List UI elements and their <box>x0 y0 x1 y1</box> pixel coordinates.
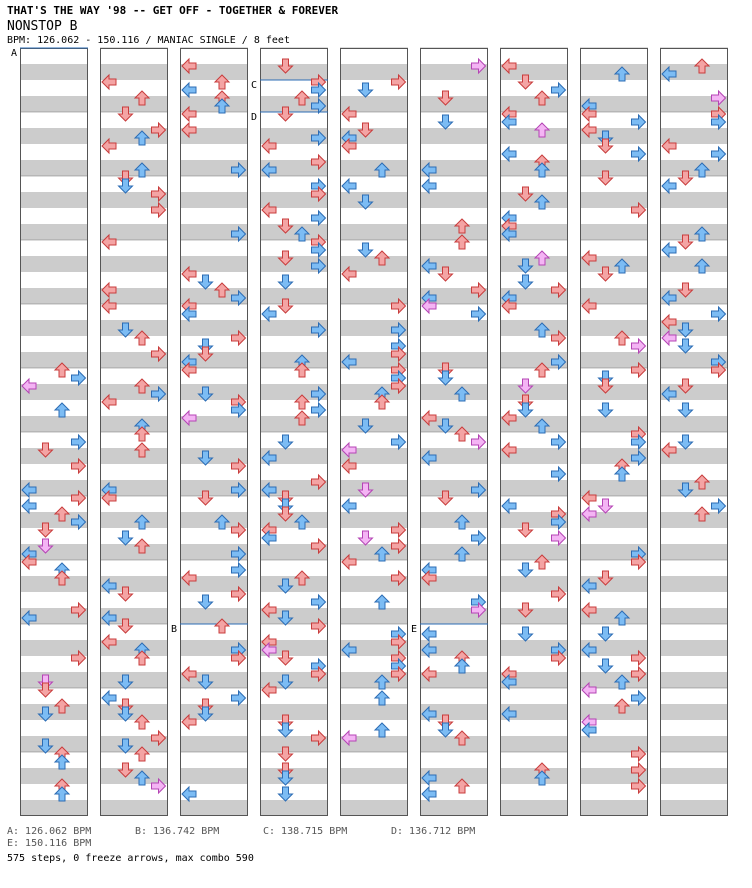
beat-stripe <box>180 704 248 720</box>
beat-stripe <box>340 160 408 176</box>
beat-stripe <box>260 752 328 768</box>
beat-stripe <box>580 320 648 336</box>
bpm-change-label: D <box>251 112 258 123</box>
beat-stripe <box>500 624 568 640</box>
beat-stripe <box>660 208 728 224</box>
beat-stripe <box>580 800 648 816</box>
beat-stripe <box>580 288 648 304</box>
beat-stripe <box>660 640 728 656</box>
beat-stripe <box>500 400 568 416</box>
beat-stripe <box>580 400 648 416</box>
beat-stripe <box>100 64 168 80</box>
beat-stripe <box>260 784 328 800</box>
beat-stripe <box>660 736 728 752</box>
beat-stripe <box>660 528 728 544</box>
difficulty-label: NONSTOP B <box>7 19 78 34</box>
bpm-legend-e: E: 150.116 BPM <box>7 838 92 849</box>
beat-stripe <box>20 352 88 368</box>
beat-stripe <box>580 48 648 64</box>
beat-stripe <box>100 160 168 176</box>
beat-stripe <box>660 656 728 672</box>
beat-stripe <box>580 80 648 96</box>
beat-stripe <box>260 720 328 736</box>
beat-stripe <box>340 288 408 304</box>
beat-stripe <box>660 576 728 592</box>
beat-stripe <box>500 736 568 752</box>
beat-stripe <box>580 624 648 640</box>
beat-stripe <box>20 48 88 64</box>
bpm-info: BPM: 126.062 - 150.116 / MANIAC SINGLE / 8 feet <box>7 35 290 46</box>
beat-stripe <box>180 384 248 400</box>
beat-stripe <box>20 800 88 816</box>
beat-stripe <box>180 512 248 528</box>
beat-stripe <box>100 624 168 640</box>
beat-stripe <box>20 528 88 544</box>
beat-stripe <box>100 768 168 784</box>
beat-stripe <box>340 96 408 112</box>
beat-stripe <box>420 320 488 336</box>
beat-stripe <box>500 240 568 256</box>
beat-stripe <box>420 96 488 112</box>
beat-stripe <box>180 256 248 272</box>
beat-stripe <box>100 528 168 544</box>
beat-stripe <box>660 560 728 576</box>
beat-stripe <box>420 368 488 384</box>
beat-stripe <box>20 416 88 432</box>
beat-stripe <box>180 144 248 160</box>
beat-stripe <box>500 800 568 816</box>
beat-stripe <box>580 224 648 240</box>
beat-stripe <box>660 128 728 144</box>
beat-stripe <box>260 224 328 240</box>
beat-stripe <box>660 224 728 240</box>
beat-stripe <box>340 592 408 608</box>
beat-stripe <box>500 576 568 592</box>
beat-stripe <box>260 48 328 64</box>
beat-stripe <box>180 800 248 816</box>
beat-stripe <box>180 176 248 192</box>
song-title: THAT'S THE WAY '98 -- GET OFF - TOGETHER & FOREVER <box>7 4 339 17</box>
beat-stripe <box>660 80 728 96</box>
beat-stripe <box>500 480 568 496</box>
beat-stripe <box>20 672 88 688</box>
bpm-change-label: C <box>251 80 258 91</box>
beat-stripe <box>100 48 168 64</box>
beat-stripe <box>500 720 568 736</box>
beat-stripe <box>20 144 88 160</box>
beat-stripe <box>20 192 88 208</box>
beat-stripe <box>20 208 88 224</box>
beat-stripe <box>340 480 408 496</box>
beat-stripe <box>260 288 328 304</box>
beat-stripe <box>660 400 728 416</box>
beat-stripe <box>660 256 728 272</box>
beat-stripe <box>660 608 728 624</box>
beat-stripe <box>420 752 488 768</box>
beat-stripe <box>420 496 488 512</box>
beat-stripe <box>20 320 88 336</box>
beat-stripe <box>580 480 648 496</box>
beat-stripe <box>20 240 88 256</box>
beat-stripe <box>580 176 648 192</box>
beat-stripe <box>420 48 488 64</box>
beat-stripe <box>20 288 88 304</box>
beat-stripe <box>660 464 728 480</box>
beat-stripe <box>580 528 648 544</box>
beat-stripe <box>20 272 88 288</box>
beat-stripe <box>100 416 168 432</box>
beat-stripe <box>260 336 328 352</box>
beat-stripe <box>100 112 168 128</box>
beat-stripe <box>420 80 488 96</box>
beat-stripe <box>180 608 248 624</box>
beat-stripe <box>340 800 408 816</box>
beat-stripe <box>340 416 408 432</box>
beat-stripe <box>580 736 648 752</box>
beat-stripe <box>260 432 328 448</box>
beat-stripe <box>180 496 248 512</box>
beat-stripe <box>660 192 728 208</box>
beat-stripe <box>660 48 728 64</box>
beat-stripe <box>420 352 488 368</box>
beat-stripe <box>20 96 88 112</box>
beat-stripe <box>420 688 488 704</box>
beat-stripe <box>580 592 648 608</box>
beat-stripe <box>20 64 88 80</box>
beat-stripe <box>660 592 728 608</box>
beat-stripe <box>500 48 568 64</box>
beat-stripe <box>340 224 408 240</box>
bpm-legend-d: D: 136.712 BPM <box>391 826 476 837</box>
beat-stripe <box>100 704 168 720</box>
beat-stripe <box>420 512 488 528</box>
beat-stripe <box>500 176 568 192</box>
bpm-change-label: E <box>411 624 418 635</box>
beat-stripe <box>100 272 168 288</box>
beat-stripe <box>580 64 648 80</box>
beat-stripe <box>660 784 728 800</box>
beat-stripe <box>660 720 728 736</box>
beat-stripe <box>180 752 248 768</box>
bpm-change-label: A <box>11 48 18 59</box>
beat-stripe <box>580 352 648 368</box>
bpm-legend-c: C: 138.715 BPM <box>263 826 348 837</box>
beat-stripe <box>20 112 88 128</box>
beat-stripe <box>20 768 88 784</box>
beat-stripe <box>420 464 488 480</box>
beat-stripe <box>180 736 248 752</box>
beat-stripe <box>20 640 88 656</box>
beat-stripe <box>580 272 648 288</box>
beat-stripe <box>340 192 408 208</box>
beat-stripe <box>580 192 648 208</box>
beat-stripe <box>580 240 648 256</box>
beat-stripe <box>420 720 488 736</box>
beat-stripe <box>500 320 568 336</box>
beat-stripe <box>20 624 88 640</box>
beat-stripe <box>660 272 728 288</box>
beat-stripe <box>180 768 248 784</box>
beat-stripe <box>20 592 88 608</box>
beat-stripe <box>100 176 168 192</box>
beat-stripe <box>420 336 488 352</box>
beat-stripe <box>260 64 328 80</box>
beat-stripe <box>20 400 88 416</box>
beat-stripe <box>500 752 568 768</box>
beat-stripe <box>420 272 488 288</box>
beat-stripe <box>660 432 728 448</box>
beat-stripe <box>500 688 568 704</box>
beat-stripe <box>20 304 88 320</box>
beat-stripe <box>180 432 248 448</box>
beat-stripe <box>500 608 568 624</box>
beat-stripe <box>20 448 88 464</box>
beat-stripe <box>20 736 88 752</box>
beat-stripe <box>580 160 648 176</box>
beat-stripe <box>420 144 488 160</box>
beat-stripe <box>20 688 88 704</box>
beat-stripe <box>180 192 248 208</box>
beat-stripe <box>420 384 488 400</box>
beat-stripe <box>340 688 408 704</box>
beat-stripe <box>260 496 328 512</box>
beat-stripe <box>20 720 88 736</box>
beat-stripe <box>660 800 728 816</box>
beat-stripe <box>500 384 568 400</box>
beat-stripe <box>180 208 248 224</box>
beat-stripe <box>100 672 168 688</box>
beat-stripe <box>660 416 728 432</box>
beat-stripe <box>100 464 168 480</box>
beat-stripe <box>100 592 168 608</box>
beat-stripe <box>260 112 328 128</box>
beat-stripe <box>100 256 168 272</box>
beat-stripe <box>580 384 648 400</box>
beat-stripe <box>340 752 408 768</box>
beat-stripe <box>500 272 568 288</box>
beat-stripe <box>660 768 728 784</box>
bpm-change-label: B <box>171 624 178 635</box>
beat-stripe <box>420 208 488 224</box>
beat-stripe <box>20 336 88 352</box>
beat-stripe <box>500 784 568 800</box>
beat-stripe <box>660 624 728 640</box>
beat-stripe <box>660 688 728 704</box>
beat-stripe <box>100 224 168 240</box>
beat-stripe <box>100 800 168 816</box>
beat-stripe <box>340 768 408 784</box>
beat-stripe <box>20 176 88 192</box>
beat-stripe <box>580 416 648 432</box>
beat-stripe <box>420 400 488 416</box>
beat-stripe <box>260 560 328 576</box>
beat-stripe <box>420 544 488 560</box>
beat-stripe <box>20 256 88 272</box>
beat-stripe <box>260 768 328 784</box>
beat-stripe <box>660 160 728 176</box>
beat-stripe <box>660 752 728 768</box>
beat-stripe <box>340 608 408 624</box>
bpm-legend-b: B: 136.742 BPM <box>135 826 220 837</box>
beat-stripe <box>260 464 328 480</box>
beat-stripe <box>420 192 488 208</box>
beat-stripe <box>260 272 328 288</box>
beat-stripe <box>660 672 728 688</box>
beat-stripe <box>260 704 328 720</box>
beat-stripe <box>420 128 488 144</box>
beat-stripe <box>20 80 88 96</box>
beat-stripe <box>260 800 328 816</box>
beat-stripe <box>340 784 408 800</box>
beat-stripe <box>500 544 568 560</box>
beat-stripe <box>20 128 88 144</box>
beat-stripe <box>340 240 408 256</box>
beat-stripe <box>340 512 408 528</box>
beat-stripe <box>500 192 568 208</box>
beat-stripe <box>20 160 88 176</box>
beat-stripe <box>100 320 168 336</box>
beat-stripe <box>100 368 168 384</box>
beat-stripe <box>340 704 408 720</box>
beat-stripe <box>660 704 728 720</box>
beat-stripe <box>340 208 408 224</box>
step-stats: 575 steps, 0 freeze arrows, max combo 590 <box>7 853 254 864</box>
beat-stripe <box>340 48 408 64</box>
beat-stripe <box>100 512 168 528</box>
beat-stripe <box>340 720 408 736</box>
beat-stripe <box>340 64 408 80</box>
beat-stripe <box>100 560 168 576</box>
beat-stripe <box>180 48 248 64</box>
beat-stripe <box>260 512 328 528</box>
bpm-legend-a: A: 126.062 BPM <box>7 826 92 837</box>
beat-stripe <box>180 320 248 336</box>
beat-stripe <box>20 224 88 240</box>
beat-stripe <box>180 240 248 256</box>
beat-stripe <box>420 112 488 128</box>
beat-stripe <box>180 448 248 464</box>
beat-stripe <box>660 544 728 560</box>
beat-stripe <box>420 800 488 816</box>
beat-stripe <box>260 352 328 368</box>
